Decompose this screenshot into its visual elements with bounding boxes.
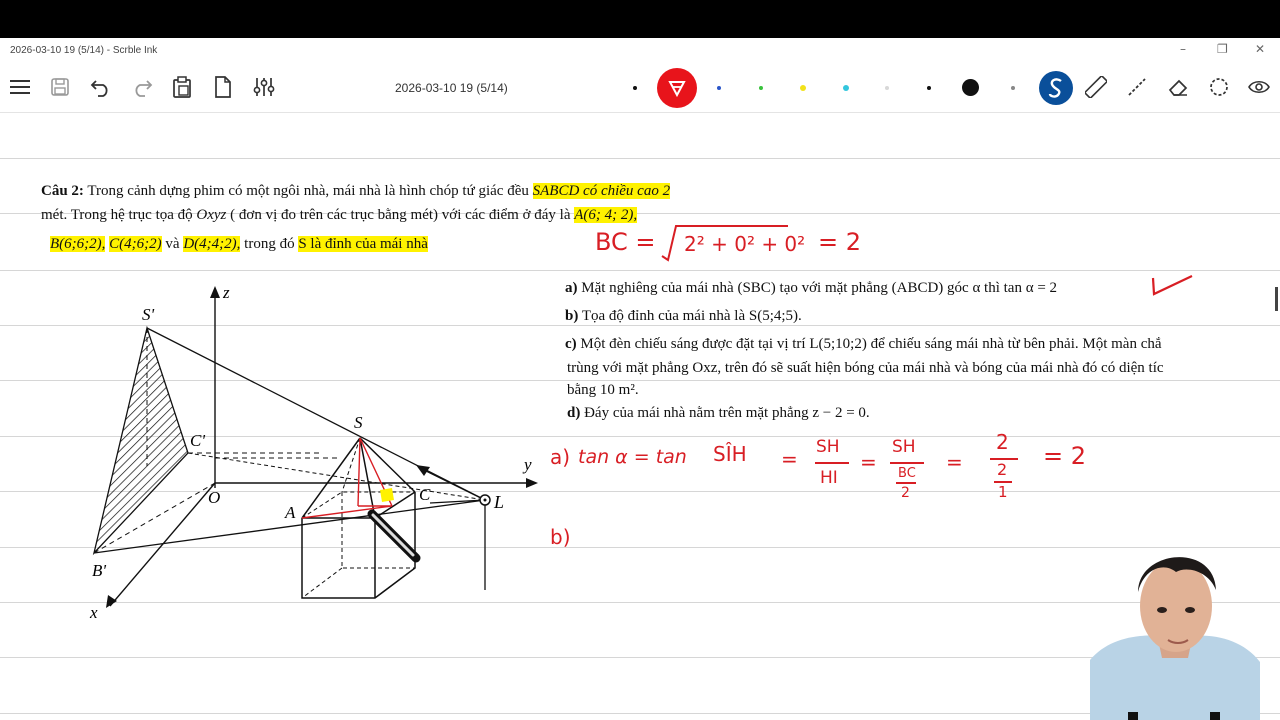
size-small[interactable] <box>927 86 931 90</box>
item-text: Một đèn chiếu sáng được đặt tại vị trí L(5;10;2) để chiếu sáng mái nhà từ bên phải. Một màn chắ <box>580 336 1162 352</box>
label-y: y <box>524 455 532 474</box>
item-text: Mặt nghiêng của mái nhà (SBC) tạo với mặt phẳng (ABCD) góc α thì tan α = 2 <box>581 280 1058 296</box>
item-text: Đáy của mái nhà nằm trên mặt phẳng z − 2 = 0. <box>584 405 870 421</box>
settings-sliders-icon[interactable] <box>251 74 277 100</box>
problem-text-2b: ( đơn vị đo trên các trục bằng mét) với các điểm ở đáy là <box>230 207 571 223</box>
item-label: d) <box>567 405 581 421</box>
color-lightgray[interactable] <box>885 86 889 90</box>
hw-angle: SÎH <box>713 442 747 466</box>
ruled-line <box>0 657 1280 658</box>
problem-text-3b: trong đó <box>244 236 295 252</box>
statement-a <box>565 280 1057 297</box>
hw-bc: BC = <box>595 228 656 256</box>
stylus-pen <box>372 514 416 558</box>
toolbar <box>0 64 1280 113</box>
pen-tip-icon <box>667 78 687 98</box>
label-b-prime: B' <box>92 561 107 580</box>
color-black-small[interactable] <box>633 86 637 90</box>
menu-icon[interactable] <box>7 74 33 100</box>
word-va: và <box>165 236 180 252</box>
statement-d <box>567 405 870 422</box>
label-l: L <box>494 492 505 512</box>
highlight-sabcd: SABCD có chiều cao 2 <box>532 183 671 199</box>
coord-system: Oxyz <box>196 207 227 223</box>
hw-sh-1: SH <box>816 437 840 457</box>
color-green[interactable] <box>759 86 763 90</box>
hw-bc-result: = 2 <box>818 228 862 256</box>
lasso-icon[interactable] <box>1206 74 1232 100</box>
label-c-prime: C' <box>190 431 205 450</box>
hw-result: = 2 <box>1043 442 1087 470</box>
hw-hi: HI <box>820 468 838 488</box>
hw-sh-2: SH <box>892 437 916 457</box>
maximize-button[interactable]: ❐ <box>1217 42 1228 56</box>
ruler-icon[interactable] <box>1083 74 1109 100</box>
hw-label-b: b) <box>550 525 571 549</box>
point-c: C(4;6;2) <box>109 236 162 252</box>
presenter-image <box>1090 540 1260 720</box>
point-d: D(4;4;2), <box>183 236 241 252</box>
hw-bc-half-num: BC <box>898 466 916 481</box>
item-label: c) <box>565 336 577 352</box>
hw-tan-alpha: tan α = tan <box>578 446 687 468</box>
shadow-triangle <box>94 328 188 553</box>
window-title: 2026-03-10 19 (5/14) - Scrble Ink <box>10 45 158 56</box>
label-s-prime: S' <box>142 305 155 324</box>
question-heading: Câu 2: <box>41 183 84 199</box>
label-c: C <box>419 485 431 504</box>
label-x: x <box>90 603 98 622</box>
undo-icon[interactable] <box>88 74 114 100</box>
minimize-button[interactable]: – <box>1180 42 1186 56</box>
fraction-bar <box>815 462 849 464</box>
item-text: Tọa độ đỉnh của mái nhà là S(5;4;5). <box>581 308 802 324</box>
label-a: A <box>285 503 296 522</box>
top-black-bar <box>0 0 1280 38</box>
statement-b <box>565 308 802 325</box>
color-blue[interactable] <box>717 86 721 90</box>
view-icon[interactable] <box>1246 74 1272 100</box>
point-a: A(6; 4; 2), <box>574 207 638 223</box>
close-button[interactable]: ✕ <box>1255 42 1266 56</box>
ruled-line <box>0 270 1280 271</box>
ruled-line <box>0 158 1280 159</box>
page-icon[interactable] <box>210 74 236 100</box>
item-text: trùng với mặt phẳng Oxz, trên đó sẽ suất hiện bóng của mái nhà và bóng của mái nhà đó có diện tíc <box>567 360 1164 376</box>
save-icon[interactable] <box>47 74 73 100</box>
hw-two-den: 2 <box>997 460 1008 479</box>
statement-c-cont2 <box>567 382 639 399</box>
statement-c <box>565 336 1162 353</box>
hw-equals-1: = <box>781 447 798 471</box>
item-label: a) <box>565 280 578 296</box>
webcam-overlay <box>1090 540 1260 720</box>
color-cyan[interactable] <box>843 85 849 91</box>
window-titlebar <box>0 38 1280 64</box>
geometry-figure <box>80 278 550 628</box>
label-origin: O <box>208 488 221 507</box>
hw-two-num: 2 <box>996 430 1009 454</box>
scroll-indicator[interactable] <box>1275 287 1278 311</box>
fraction-bar <box>890 462 924 464</box>
hw-bc-half-den: 2 <box>901 485 910 501</box>
label-s: S <box>354 413 363 432</box>
ruled-line <box>0 713 1280 714</box>
pen-active-icon[interactable] <box>1039 71 1073 105</box>
hw-label-a: a) <box>550 445 571 469</box>
label-z: z <box>223 283 230 302</box>
problem-text-1: Trong cảnh dựng phim có một ngôi nhà, mái nhà là hình chóp tứ giác đều <box>87 183 529 199</box>
color-yellow[interactable] <box>800 85 806 91</box>
size-large[interactable] <box>962 79 979 96</box>
statement-c-cont <box>567 360 1164 377</box>
hw-equals-3: = <box>946 450 963 474</box>
problem-line-2 <box>41 207 637 224</box>
hw-one: 1 <box>998 483 1008 501</box>
highlight-s-apex: S là đỉnh của mái nhà <box>298 236 428 252</box>
size-dot[interactable] <box>1011 86 1015 90</box>
problem-text-2a: mét. Trong hệ trục tọa độ <box>41 207 193 223</box>
item-text: bằng 10 m². <box>567 382 639 398</box>
color-red-active[interactable] <box>657 68 697 108</box>
fraction-bar <box>896 482 916 484</box>
problem-line-1 <box>41 183 670 200</box>
redo-icon[interactable] <box>129 74 155 100</box>
hw-bc-root: 2² + 0² + 0² <box>684 232 806 256</box>
hw-equals-2: = <box>860 450 877 474</box>
item-label: b) <box>565 308 579 324</box>
line-icon[interactable] <box>1124 74 1150 100</box>
point-b: B(6;6;2), <box>50 236 106 252</box>
checkmark-icon <box>1150 272 1196 298</box>
clipboard-icon[interactable] <box>169 74 195 100</box>
document-title: 2026-03-10 19 (5/14) <box>395 81 508 95</box>
eraser-icon[interactable] <box>1165 74 1191 100</box>
problem-line-3 <box>50 236 428 253</box>
